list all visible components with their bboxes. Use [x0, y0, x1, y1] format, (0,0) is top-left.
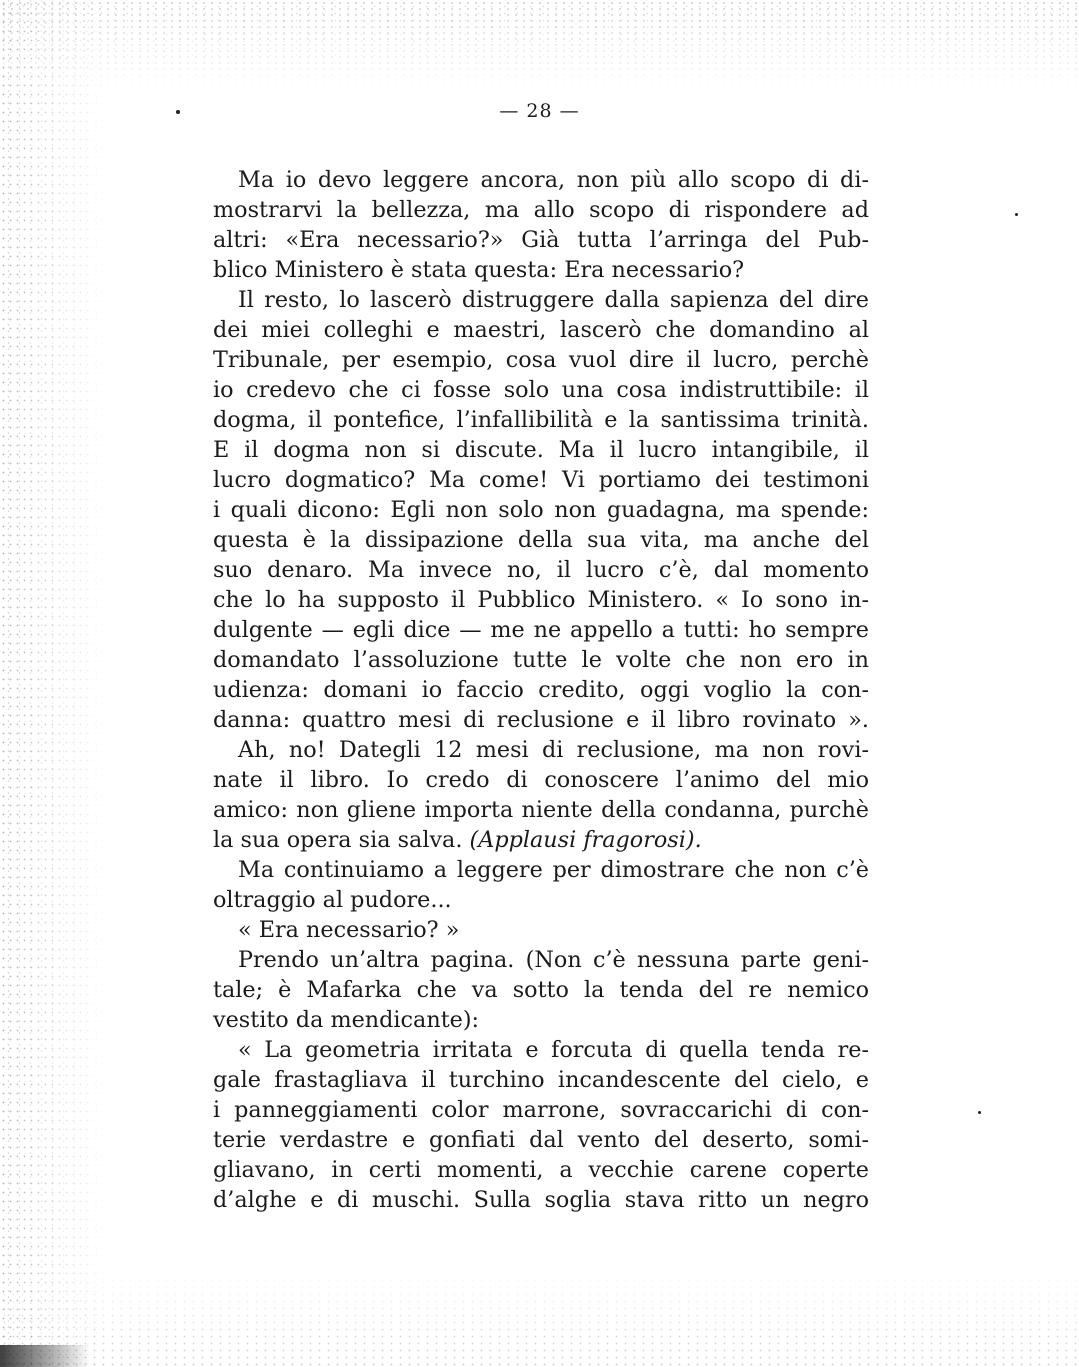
text-line-content: « La geometria irritata e forcuta di quella tenda re-	[238, 1037, 869, 1063]
stage-direction: (Applausi fragorosi).	[469, 827, 702, 853]
text-line	[213, 495, 869, 525]
scan-noise-bottom	[0, 1270, 1079, 1367]
text-line-content: Ah, no! Dategli 12 mesi di reclusione, ma non rovi-	[238, 737, 869, 763]
text-line	[213, 795, 869, 825]
text-line-content: suo denaro. Ma invece no, il lucro c’è, dal momento	[213, 557, 869, 583]
text-line	[213, 195, 869, 225]
text-line	[213, 1125, 869, 1155]
text-line-content: blico Ministero è stata questa: Era necessario?	[213, 257, 745, 283]
text-line	[213, 675, 869, 705]
text-line-content: Il resto, lo lascerò distruggere dalla sapienza del dire	[238, 287, 869, 313]
text-line	[213, 855, 869, 885]
scan-speck	[1015, 213, 1018, 216]
text-line	[213, 1065, 869, 1095]
text-line-content: dei miei colleghi e maestri, lascerò che domandino al	[213, 317, 869, 343]
text-line-content: vestito da mendicante):	[213, 1007, 480, 1033]
text-line	[213, 255, 869, 285]
text-line-content: domandato l’assoluzione tutte le volte che non ero in	[213, 647, 869, 673]
scan-noise-left	[0, 0, 110, 1367]
text-line-content: tale; è Mafarka che va sotto la tenda del re nemico	[213, 977, 869, 1003]
text-line	[213, 1185, 869, 1215]
text-line-content: io credevo che ci fosse solo una cosa indistruttibile: il	[213, 377, 869, 403]
text-line	[213, 765, 869, 795]
text-line	[213, 555, 869, 585]
text-line	[213, 705, 869, 735]
text-line	[213, 525, 869, 555]
text-line-content: lucro dogmatico? Ma come! Vi portiamo dei testimoni	[213, 467, 869, 493]
text-line-content: E il dogma non si discute. Ma il lucro intangibile, il	[213, 437, 869, 463]
text-line-content: udienza: domani io faccio credito, oggi voglio la con-	[213, 677, 869, 703]
text-line	[213, 945, 869, 975]
scan-smudge	[0, 1345, 90, 1367]
text-line	[213, 285, 869, 315]
text-line-content: Tribunale, per esempio, cosa vuol dire il lucro, perchè	[213, 347, 869, 373]
scan-noise-top	[0, 0, 1079, 90]
text-line-content: Ma continuiamo a leggere per dimostrare che non c’è	[238, 857, 869, 883]
text-line-content: danna: quattro mesi di reclusione e il libro rovinato ».	[213, 707, 869, 733]
text-line-content: amico: non gliene importa niente della condanna, purchè	[213, 797, 869, 823]
scan-speck	[978, 1111, 981, 1114]
text-line	[213, 465, 869, 495]
text-line-content: mostrarvi la bellezza, ma allo scopo di rispondere ad	[213, 197, 869, 223]
text-line-content: nate il libro. Io credo di conoscere l’animo del mio	[213, 767, 869, 793]
text-line	[213, 1005, 869, 1035]
text-line-content: d’alghe e di muschi. Sulla soglia stava ritto un negro	[213, 1187, 869, 1213]
text-line-content: Ma io devo leggere ancora, non più allo scopo di di-	[238, 167, 869, 193]
text-line	[213, 645, 869, 675]
text-line	[213, 435, 869, 465]
text-line-content: altri: «Era necessario?» Già tutta l’arringa del Pub-	[213, 227, 869, 253]
text-line	[213, 915, 869, 945]
text-line-content: i panneggiamenti color marrone, sovraccarichi di con-	[213, 1097, 869, 1123]
text-line	[213, 615, 869, 645]
text-line	[213, 735, 869, 765]
text-line-content: « Era necessario? »	[238, 917, 460, 943]
text-line	[213, 375, 869, 405]
text-line	[213, 585, 869, 615]
text-line-content: Prendo un’altra pagina. (Non c’è nessuna parte geni-	[238, 947, 869, 973]
text-line	[213, 975, 869, 1005]
text-line	[213, 345, 869, 375]
text-line-content: dulgente — egli dice — me ne appello a tutti: ho sempre	[213, 617, 869, 643]
text-line	[213, 1035, 869, 1065]
text-line-content: questa è la dissipazione della sua vita, ma anche del	[213, 527, 869, 553]
text-line	[213, 825, 869, 855]
text-line	[213, 405, 869, 435]
text-line	[213, 885, 869, 915]
text-line-content: i quali dicono: Egli non solo non guadagna, ma spende:	[213, 497, 869, 523]
text-line-content: dogma, il pontefice, l’infallibilità e la santissima trinità.	[213, 407, 869, 433]
text-line	[213, 165, 869, 195]
text-line	[213, 1095, 869, 1125]
text-line-content: gale frastagliava il turchino incandescente del cielo, e	[213, 1067, 869, 1093]
text-line	[213, 225, 869, 255]
text-line-content: la sua opera sia salva.	[213, 827, 470, 853]
text-line-content: che lo ha supposto il Pubblico Ministero. « Io sono in-	[213, 587, 869, 613]
text-line	[213, 1155, 869, 1185]
text-line	[213, 315, 869, 345]
text-line-content: oltraggio al pudore...	[213, 887, 452, 913]
text-line-content: gliavano, in certi momenti, a vecchie carene coperte	[213, 1157, 869, 1183]
page-number: — 28 —	[499, 100, 580, 122]
body-text	[213, 165, 869, 1215]
text-line-content: terie verdastre e gonfiati dal vento del deserto, somi-	[213, 1127, 869, 1153]
